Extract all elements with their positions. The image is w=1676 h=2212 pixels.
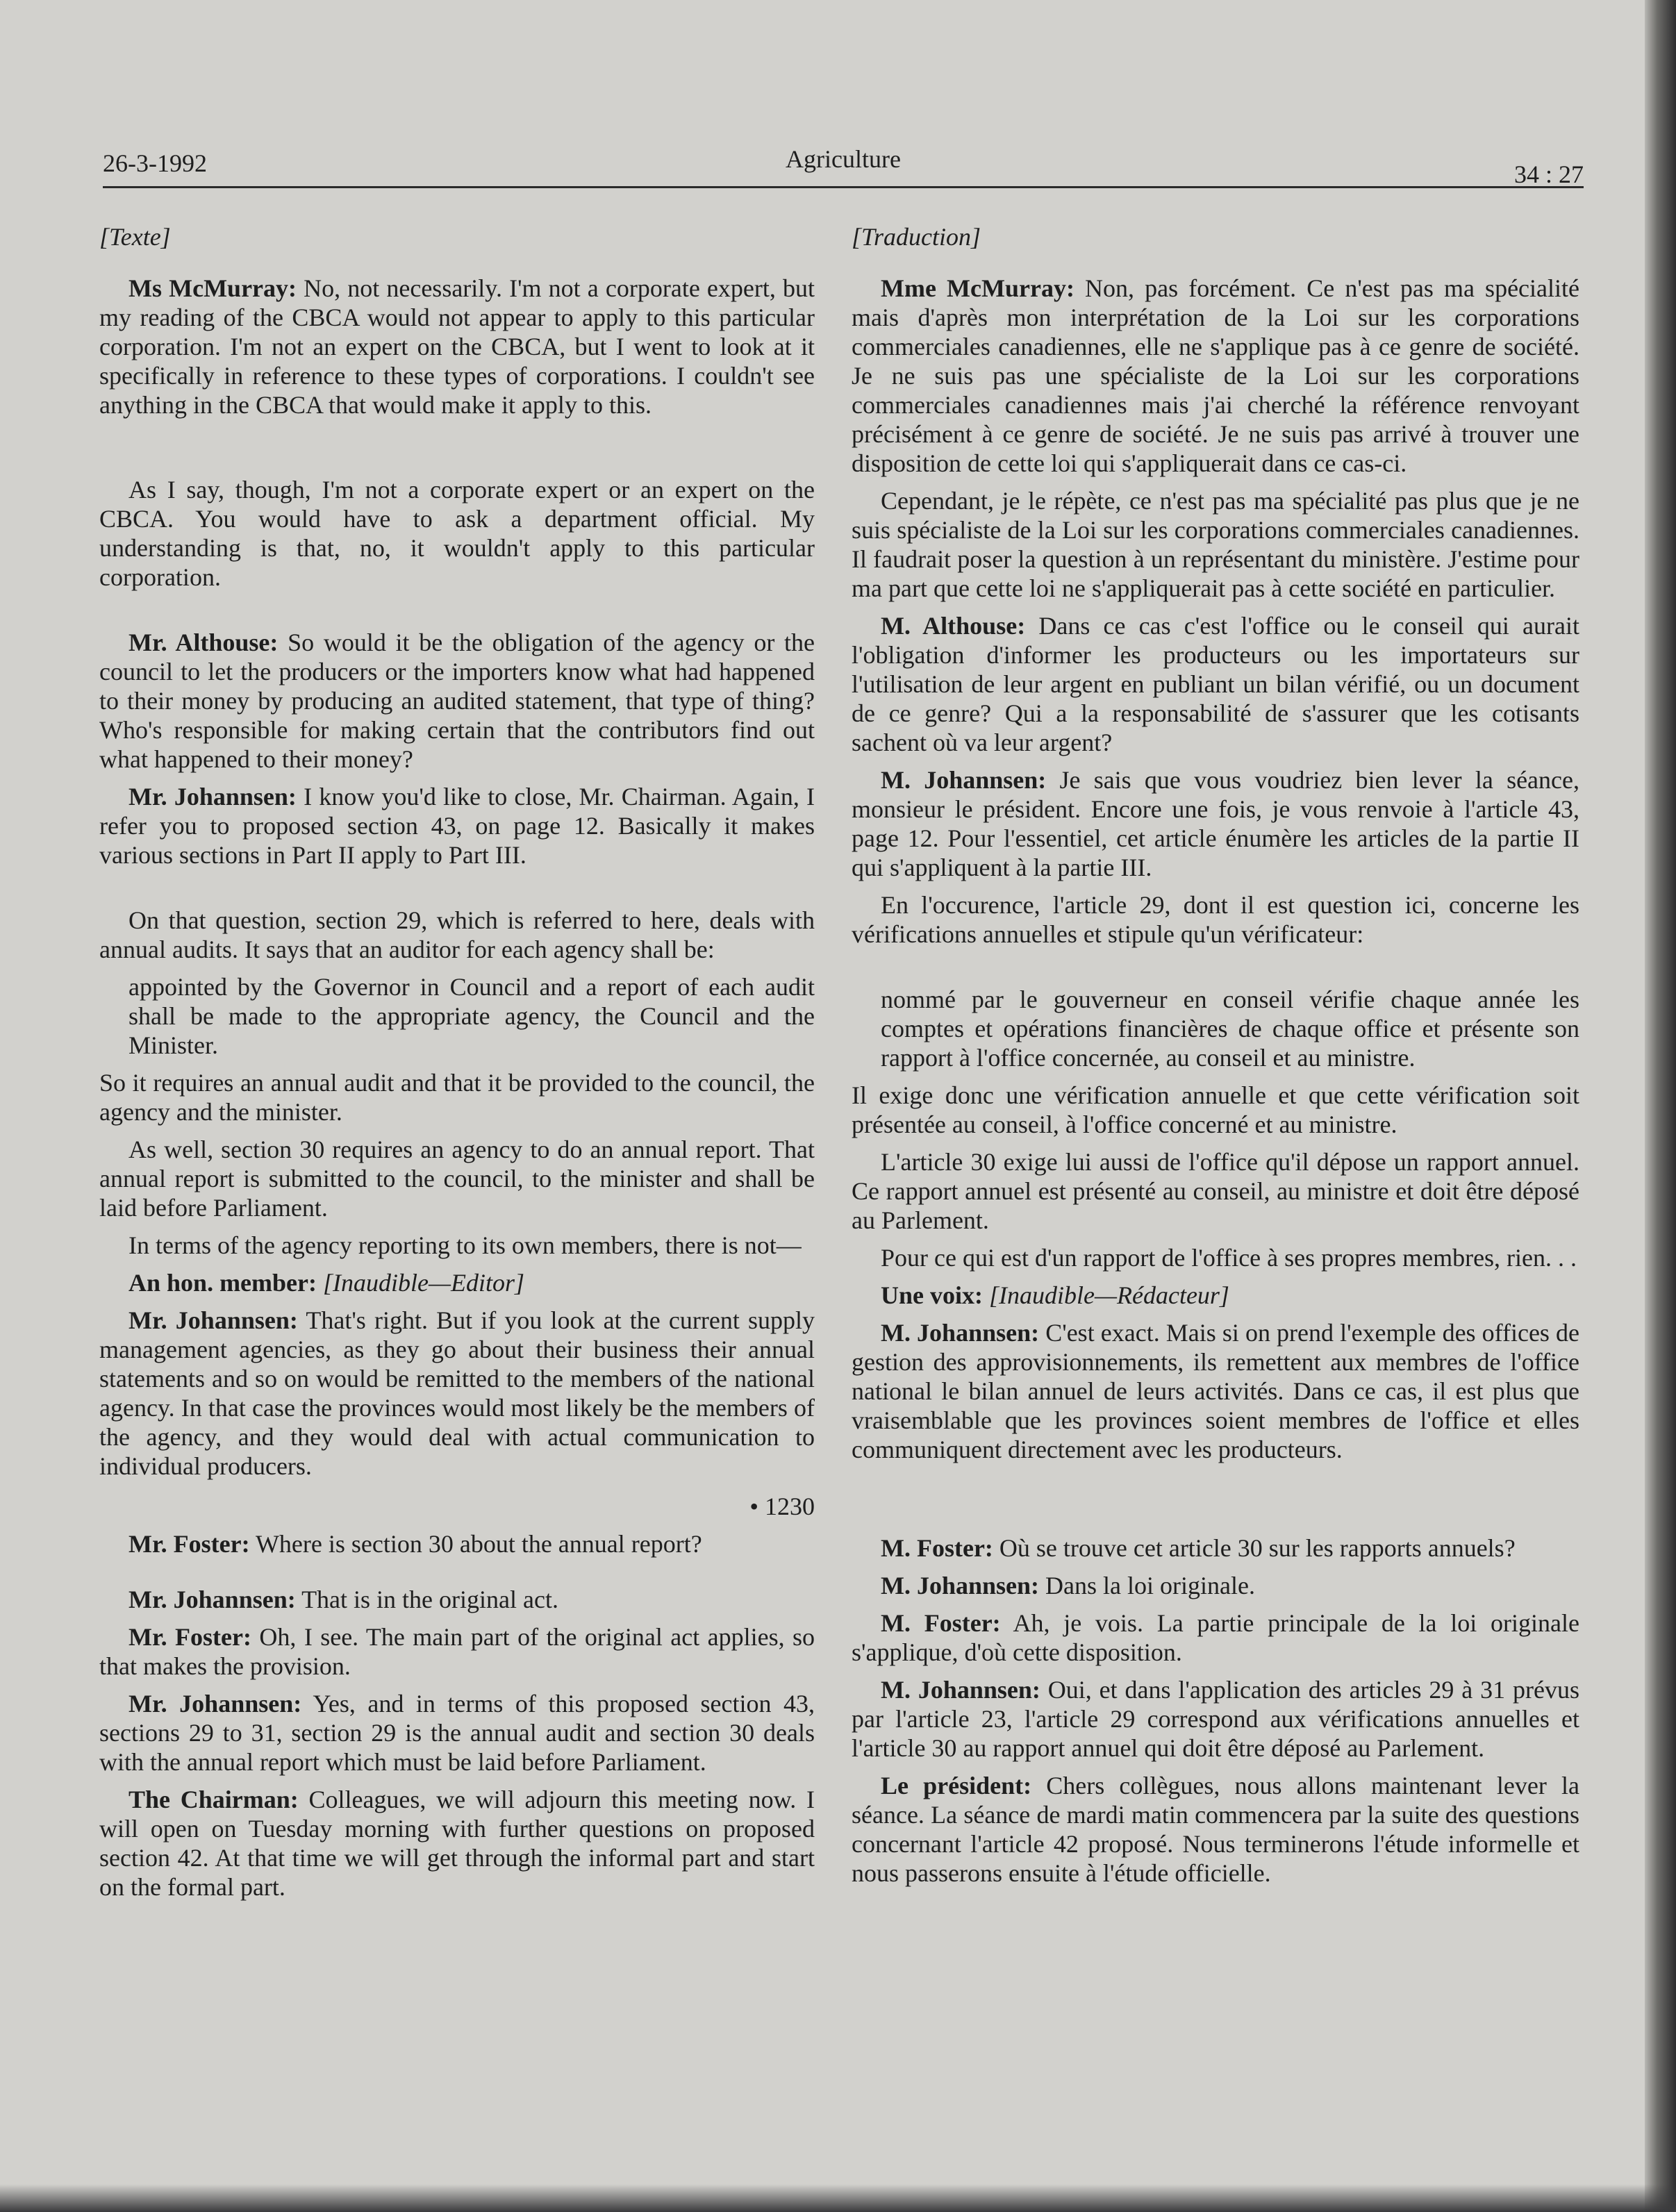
paragraph [99,1785,815,1902]
paragraph-text: That's right. But if you look at the current supply management agencies, as they go about their business their annual statements and so on would be remitted to the members of the national agency. In that case the provinces would most likely be the members of the agency, and they would deal with actual communication to individual producers. [99,1306,815,1480]
speaker-name: M. Johannsen: [881,1676,1040,1704]
speaker-name: Mr. Foster: [128,1530,250,1558]
speaker-name: Une voix: [881,1281,983,1309]
column-tag-text: Texte [109,223,161,251]
speaker-name: Mr. Althouse: [128,629,279,656]
french-column [852,222,1579,1888]
paragraph-text: So it requires an annual audit and that it be provided to the council, the agency and the minister. [99,1069,815,1126]
paragraph [99,1231,815,1260]
paragraph-text: Dans la loi originale. [1039,1572,1255,1599]
speaker-name: Mr. Foster: [128,1623,251,1651]
paragraph-text: Chers collègues, nous allons maintenant lever la séance. La séance de mardi matin commencera par la suite des questions concernant l'article 42 proposé. Nous terminerons l'étude informelle et nous passerons ensuite à l'étude officielle. [852,1772,1580,1887]
paragraph-text: Colleagues, we will adjourn this meeting now. I will open on Tuesday morning with further questions on proposed section 42. At that time we will get through the informal part and start on the formal part. [99,1786,815,1901]
header-page-number: 34 : 27 [1513,160,1584,188]
page-header [103,144,1584,188]
column-tag-text: Traduction [861,223,972,251]
book-spine-edge [1645,0,1676,2212]
paragraph-text: Cependant, je le répète, ce n'est pas ma spécialité pas plus que je ne suis spécialiste de la Loi sur les corporations commerciales canadiennes. Il faudrait poser la question à un représentant du ministère. J'estime pour ma part que cette loi ne s'appliquerait pas à cette société en particulier. [852,487,1579,602]
speaker-name: M. Althouse: [881,612,1026,640]
quoted-text: nommé par le gouverneur en conseil vérifie chaque année les comptes et opérations financières de chaque office et présente son rapport à l'office concernée, au conseil et au ministre. [881,986,1579,1072]
paragraph-text: Non, pas forcément. Ce n'est pas ma spécialité mais d'après mon interprétation de la Loi sur les corporations commerciales canadiennes, elle ne s'applique pas à ce genre de société. Je ne suis pas une spécialiste de la Loi sur les corporations commerciales canadiennes mais j'ai cherché la référence renvoyant précisément à ce genre de société. Je ne suis pas arrivé à trouver une disposition de cette loi qui s'appliquerait dans ce cas-ci. [852,274,1579,477]
paragraph [852,611,1579,757]
paragraph [852,1281,1579,1310]
speaker-name: Mr. Johannsen: [128,1690,302,1718]
paragraph-text: In terms of the agency reporting to its own members, there is not— [128,1231,802,1259]
paragraph [99,906,815,964]
paragraph [852,890,1579,949]
paragraph [852,1081,1579,1139]
speaker-name: Mr. Johannsen: [128,783,297,810]
paragraph [99,274,815,419]
paragraph [852,1533,1579,1563]
paragraph-text: As I say, though, I'm not a corporate expert or an expert on the CBCA. You would have to ask a department official. My understanding is that, no, it wouldn't apply to this particular corporation. [99,476,815,591]
speaker-name: Mme McMurray: [881,274,1075,302]
speaker-name: Le président: [881,1772,1032,1799]
paragraph [99,628,815,774]
speaker-name: M. Johannsen: [881,766,1047,794]
paragraph-text: [Inaudible—Editor] [322,1269,524,1297]
speaker-name: M. Johannsen: [881,1319,1040,1347]
page-bottom-shadow [0,2184,1676,2212]
speaker-name: M. Foster: [881,1534,993,1562]
quoted-text: appointed by the Governor in Council and a report of each audit shall be made to the appropriate agency, the Council and the Minister. [128,973,815,1059]
paragraph [852,1243,1579,1272]
paragraph [852,1771,1579,1888]
paragraph [852,1675,1579,1763]
paragraph-text: No, not necessarily. I'm not a corporate expert, but my reading of the CBCA would not appear to apply to this particular corporation. I'm not an expert on the CBCA, but I went to look at it specifically in reference to these types of corporations. I couldn't see anything in the CBCA that would make it apply to this. [99,274,815,419]
paragraph [99,782,815,870]
speaker-name: Mr. Johannsen: [128,1306,298,1334]
paragraph [99,1135,815,1222]
paragraph-text: [Inaudible—Rédacteur] [989,1281,1229,1309]
paragraph-text: Dans ce cas c'est l'office ou le conseil qui aurait l'obligation d'informer les producteurs ou les importateurs sur l'utilisation de leur argent en publiant un bilan vérifié, ou un document de ce genre? Qui a la responsabilité de s'assurer que les cotisants sachent où va leur argent? [852,612,1580,756]
paragraph-text: Oh, I see. The main part of the original act applies, so that makes the provision. [99,1623,815,1680]
paragraph-text: Je sais que vous voudriez bien lever la séance, monsieur le président. Encore une fois, je vous renvoie à l'article 43, page 12. Pour l'essentiel, cet article énumère les articles de la partie II qui s'appliquent à la partie III. [852,766,1579,881]
paragraph [852,1147,1579,1235]
timestamp: • 1230 [749,1492,815,1520]
paragraph-text: Yes, and in terms of this proposed section 43, sections 29 to 31, section 29 is the annual audit and section 30 deals with the annual report which must be laid before Parliament. [99,1690,815,1776]
paragraph-text: L'article 30 exige lui aussi de l'office qu'il dépose un rapport annuel. Ce rapport annuel est présenté au conseil, au ministre et doit être déposé au Parlement. [852,1148,1579,1234]
paragraph [852,1571,1579,1600]
paragraph [99,1689,815,1777]
paragraph [99,1068,815,1126]
speaker-name: The Chairman: [128,1786,299,1813]
column-tag: [Traduction] [852,223,981,251]
speaker-name: Ms McMurray: [128,274,297,302]
paragraph [852,1318,1579,1464]
paragraph [852,1608,1579,1667]
paragraph-text: Pour ce qui est d'un rapport de l'office à ses propres membres, rien. . . [881,1244,1577,1272]
paragraph [99,1622,815,1681]
paragraph-text: Ah, je vois. La partie principale de la loi originale s'applique, d'où cette disposition. [852,1609,1579,1666]
paragraph [99,1529,815,1558]
speaker-name: An hon. member: [128,1269,317,1297]
paragraph [99,1306,815,1481]
paragraph-text: Où se trouve cet article 30 sur les rapports annuels? [993,1534,1516,1562]
paragraph-text: Oui, et dans l'application des articles 29 à 31 prévus par l'article 23, l'article 29 correspond aux vérifications annuelles et l'article 30 au rapport annuel qui doit être déposé au Parlement. [852,1676,1579,1762]
paragraph-text: Il exige donc une vérification annuelle et que cette vérification soit présentée au conseil, à l'office concerné et au ministre. [852,1081,1579,1138]
paragraph-text: On that question, section 29, which is referred to here, deals with annual audits. It says that an auditor for each agency shall be: [99,906,815,963]
header-title: Agriculture [786,145,901,173]
paragraph [99,1585,815,1614]
paragraph-text: That is in the original act. [295,1586,558,1613]
paragraph [852,486,1579,603]
paragraph [99,1268,815,1297]
paragraph-text: So would it be the obligation of the agency or the council to let the producers or the importers know what had happened to their money by producing an audited statement, that type of thing? Who's responsible for making certain that the contributors find out what happened to their money? [99,629,815,773]
paragraph [99,475,815,592]
column-tag: [Texte] [99,223,171,251]
paragraph [852,765,1579,882]
paragraph-text: En l'occurence, l'article 29, dont il est question ici, concerne les vérifications annuelles et stipule qu'un vérificateur: [852,891,1579,948]
paragraph-text: C'est exact. Mais si on prend l'exemple des offices de gestion des approvisionnements, ils remettent aux membres de l'office national le bilan annuel de leurs activités. Dans ce cas, il est plus que vraisemblable que les provinces soient membres de l'office et elles communiquent directement avec les producteurs. [852,1319,1579,1463]
paragraph [852,274,1579,478]
speaker-name: M. Foster: [881,1609,1001,1637]
paragraph-text: As well, section 30 requires an agency to do an annual report. That annual report is submitted to the council, to the minister and shall be laid before Parliament. [99,1136,815,1222]
header-date: 26-3-1992 [103,149,207,177]
english-column [99,222,815,1902]
paragraph-text: I know you'd like to close, Mr. Chairman. Again, I refer you to proposed section 43, on page 12. Basically it makes various sections in Part II apply to Part III. [99,783,815,869]
speaker-name: M. Johannsen: [881,1572,1040,1599]
paragraph-text: Where is section 30 about the annual report? [249,1530,702,1558]
speaker-name: Mr. Johannsen: [128,1586,296,1613]
